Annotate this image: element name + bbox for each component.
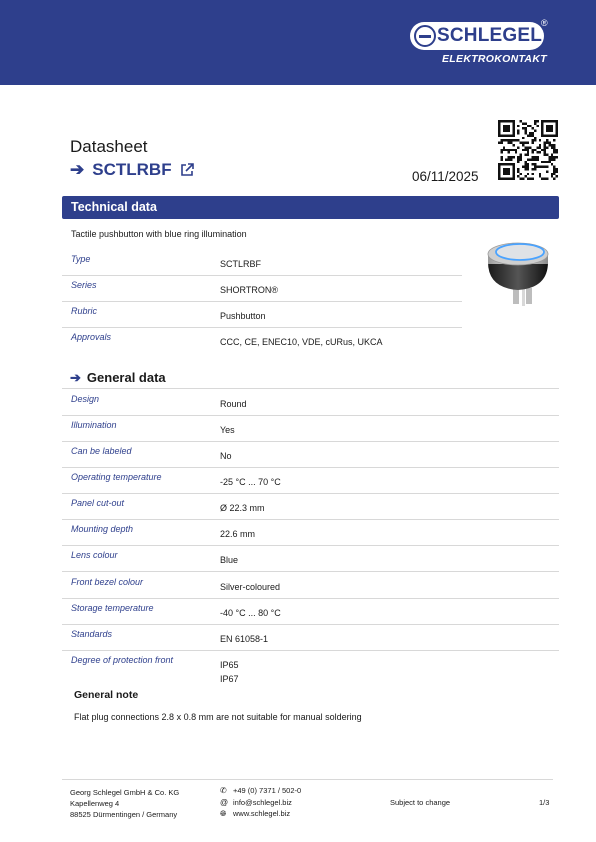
table-row [62,249,462,276]
part-number: SCTLRBF [92,160,172,179]
registered-mark: ® [541,18,548,28]
table-row [62,301,462,328]
general-data-heading [70,370,166,386]
footer-notice: Subject to change [390,798,451,807]
schlegel-logo[interactable] [410,18,550,68]
header-band [0,0,596,85]
product-description: Tactile pushbutton with blue ring illumination [71,229,247,239]
row-value: Ø 22.3 mm [220,503,265,513]
row-value: Blue [220,555,239,565]
footer-street: Kapellenweg 4 [70,799,120,808]
table-row [62,388,559,416]
at-icon: @ [220,797,229,807]
row-value: Yes [220,425,235,435]
footer-city: 88525 Dürmentingen / Germany [70,810,178,819]
footer-contact [220,785,301,820]
logo-wordmark: SCHLEGEL [437,25,543,46]
page-title: Datasheet [70,137,148,156]
row-value-line: IP67 [220,674,239,684]
row-value: No [220,451,232,461]
logo-tagline: ELEKTROKONTAKT [442,53,547,65]
row-value: 22.6 mm [220,529,256,539]
general-data-title: General data [86,370,166,385]
technical-data-header [62,196,559,219]
right-arrow-icon: ➔ [70,370,81,385]
table-row [62,467,559,494]
page-number: 1/3 [539,798,550,807]
table-row [62,493,559,520]
footer-divider [62,779,553,780]
row-value: Silver-coloured [220,582,281,592]
general-note-text: Flat plug connections 2.8 x 0.8 mm are not suitable for manual soldering [74,712,362,722]
row-label: Front bezel colour [71,577,144,587]
row-value: SCTLRBF [220,259,262,269]
row-label: Storage temperature [71,603,154,613]
external-link-icon[interactable] [180,163,194,177]
document-date: 06/11/2025 [412,169,479,184]
globe-icon: 🌐︎ [220,809,227,818]
product-image [482,232,554,314]
right-arrow-icon: ➔ [70,160,85,179]
row-label: Rubric [71,306,98,316]
footer-address [70,787,179,820]
table-row [62,650,559,686]
footer-web: www.schlegel.biz [233,809,291,818]
footer-phone-row[interactable] [220,786,301,795]
footer-email-row[interactable] [220,798,292,807]
row-label: Approvals [71,332,112,342]
row-label: Can be labeled [71,446,132,456]
table-row [62,415,559,442]
qr-code-icon [498,120,558,180]
row-value-line: IP65 [220,660,239,670]
row-label: Mounting depth [71,524,134,534]
table-row [62,624,559,651]
technical-data-title: Technical data [71,200,157,214]
row-label: Degree of protection front [71,655,174,665]
row-value: CCC, CE, ENEC10, VDE, cURus, UKCA [220,337,383,347]
footer-company: Georg Schlegel GmbH & Co. KG [70,788,180,797]
row-value: -25 °C ... 70 °C [220,477,281,487]
row-label: Illumination [71,420,117,430]
row-label: Operating temperature [71,472,162,482]
part-number-heading[interactable] [70,160,194,180]
row-label: Panel cut-out [71,498,125,508]
table-row [62,275,462,302]
phone-icon: ✆ [220,786,227,795]
row-value: Round [220,399,247,409]
row-value: Pushbutton [220,311,266,321]
logo-emblem-icon [414,25,436,47]
table-row [62,441,559,468]
general-note-heading: General note [74,689,139,701]
table-row [62,519,559,546]
row-value: -40 °C ... 80 °C [220,608,281,618]
table-row [62,545,559,572]
row-label: Series [71,280,97,290]
table-row [62,598,559,625]
logo-oval [410,22,544,50]
row-value: EN 61058-1 [220,634,269,644]
row-label: Type [71,254,91,264]
footer-email: info@schlegel.biz [233,797,292,807]
row-value [220,658,239,686]
row-label: Standards [71,629,113,639]
row-label: Lens colour [71,550,118,560]
row-label: Design [71,394,100,404]
row-value: SHORTRON® [220,285,278,295]
footer-phone: +49 (0) 7371 / 502-0 [233,786,302,795]
footer-web-row[interactable] [220,809,290,818]
table-row [62,327,462,353]
table-row [62,572,559,599]
